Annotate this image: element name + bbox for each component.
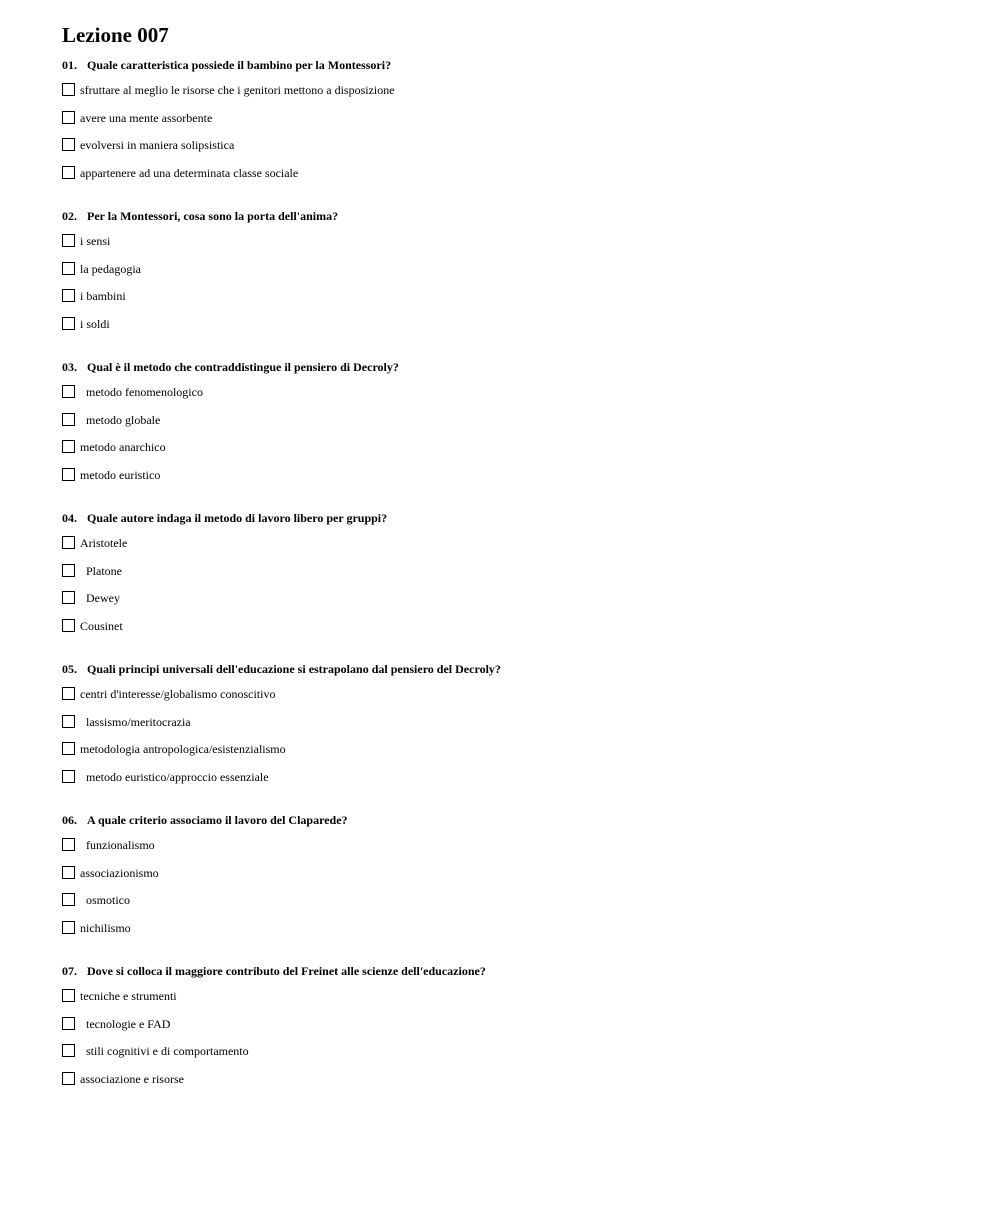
answer-checkbox[interactable]	[62, 111, 75, 124]
answer-checkbox[interactable]	[62, 687, 75, 700]
answer-checkbox[interactable]	[62, 440, 75, 453]
answer-checkbox[interactable]	[62, 893, 75, 906]
answer-option[interactable]	[62, 289, 662, 303]
answer-label: i sensi	[80, 234, 111, 248]
answer-label: Cousinet	[80, 619, 123, 634]
question-label: Per la Montessori, cosa sono la porta dell'anima?	[87, 209, 339, 223]
answer-option[interactable]	[62, 138, 662, 152]
answer-option[interactable]	[62, 234, 662, 248]
question-text	[62, 511, 962, 525]
question-block-7	[62, 964, 962, 1087]
answer-checkbox[interactable]	[62, 1017, 75, 1030]
page-title: Lezione 007	[62, 23, 169, 47]
question-text	[62, 209, 962, 223]
question-number: 06.	[62, 813, 77, 827]
answer-option[interactable]	[62, 166, 662, 180]
answer-checkbox[interactable]	[62, 742, 75, 755]
answer-checkbox[interactable]	[62, 1072, 75, 1085]
answer-option[interactable]	[62, 619, 662, 633]
question-label: Quale autore indaga il metodo di lavoro libero per gruppi?	[87, 511, 388, 525]
answer-checkbox[interactable]	[62, 564, 75, 577]
answer-label: avere una mente assorbente	[80, 110, 213, 125]
answer-label: appartenere ad una determinata classe sociale	[80, 166, 299, 181]
answer-option[interactable]	[62, 893, 662, 907]
answer-checkbox[interactable]	[62, 468, 75, 481]
answer-label: tecniche e strumenti	[80, 989, 177, 1003]
answer-label: evolversi in maniera solipsistica	[80, 138, 235, 153]
question-label: Quali principi universali dell'educazione si estrapolano dal pensiero del Decroly?	[87, 662, 501, 676]
question-number: 02.	[62, 209, 77, 223]
answer-option[interactable]	[62, 1072, 662, 1086]
answer-label: metodo euristico	[80, 468, 161, 483]
answer-checkbox[interactable]	[62, 317, 75, 330]
answer-label: metodologia antropologica/esistenzialismo	[80, 742, 286, 757]
answer-option[interactable]	[62, 468, 662, 482]
answer-checkbox[interactable]	[62, 619, 75, 632]
question-label: Quale caratteristica possiede il bambino per la Montessori?	[87, 58, 392, 72]
answer-checkbox[interactable]	[62, 866, 75, 879]
question-block-1	[62, 58, 962, 181]
quiz-page	[62, 22, 962, 1087]
question-block-2	[62, 209, 962, 332]
answer-option[interactable]	[62, 742, 662, 756]
question-block-4	[62, 511, 962, 634]
answer-label: i soldi	[80, 317, 110, 332]
answer-option[interactable]	[62, 413, 662, 427]
question-text	[62, 662, 962, 676]
answer-option[interactable]	[62, 83, 662, 97]
answer-option[interactable]	[62, 770, 662, 784]
answer-option[interactable]	[62, 989, 662, 1003]
answer-option[interactable]	[62, 687, 662, 701]
answer-option[interactable]	[62, 921, 662, 935]
answer-option[interactable]	[62, 1017, 662, 1031]
answer-label: Platone	[80, 563, 122, 578]
answer-label: Dewey	[80, 591, 120, 606]
answer-option[interactable]	[62, 591, 662, 605]
question-text	[62, 58, 962, 72]
answer-checkbox[interactable]	[62, 838, 75, 851]
answer-label: associazionismo	[80, 865, 159, 880]
question-number: 01.	[62, 58, 77, 72]
answer-checkbox[interactable]	[62, 166, 75, 179]
question-number: 04.	[62, 511, 77, 525]
question-label: A quale criterio associamo il lavoro del Claparede?	[87, 813, 348, 827]
answer-label: metodo anarchico	[80, 440, 166, 455]
answer-label: nichilismo	[80, 921, 131, 936]
answer-label: tecnologie e FAD	[80, 1016, 171, 1031]
question-label: Qual è il metodo che contraddistingue il pensiero di Decroly?	[87, 360, 399, 374]
answer-checkbox[interactable]	[62, 770, 75, 783]
answer-label: i bambini	[80, 289, 126, 304]
answer-label: Aristotele	[80, 536, 128, 550]
question-label: Dove si colloca il maggiore contributo del Freinet alle scienze dell'educazione?	[87, 964, 486, 978]
answer-option[interactable]	[62, 385, 662, 399]
answer-option[interactable]	[62, 262, 662, 276]
answer-checkbox[interactable]	[62, 385, 75, 398]
answer-label: centri d'interesse/globalismo conoscitivo	[80, 687, 276, 701]
question-text	[62, 964, 962, 978]
answer-checkbox[interactable]	[62, 989, 75, 1002]
answer-option[interactable]	[62, 111, 662, 125]
question-number: 07.	[62, 964, 77, 978]
answer-checkbox[interactable]	[62, 921, 75, 934]
answer-label: funzionalismo	[80, 838, 155, 852]
answer-option[interactable]	[62, 536, 662, 550]
answer-label: metodo globale	[80, 412, 161, 427]
answer-checkbox[interactable]	[62, 591, 75, 604]
answer-checkbox[interactable]	[62, 83, 75, 96]
answer-checkbox[interactable]	[62, 536, 75, 549]
answer-checkbox[interactable]	[62, 1044, 75, 1057]
answer-checkbox[interactable]	[62, 262, 75, 275]
answer-option[interactable]	[62, 564, 662, 578]
question-number: 05.	[62, 662, 77, 676]
answer-label: la pedagogia	[80, 261, 141, 276]
answer-option[interactable]	[62, 1044, 662, 1058]
question-number: 03.	[62, 360, 77, 374]
answer-label: sfruttare al meglio le risorse che i genitori mettono a disposizione	[80, 83, 395, 97]
answer-checkbox[interactable]	[62, 234, 75, 247]
answer-option[interactable]	[62, 317, 662, 331]
answer-checkbox[interactable]	[62, 715, 75, 728]
answer-checkbox[interactable]	[62, 413, 75, 426]
answer-label: osmotico	[80, 893, 130, 908]
question-block-3	[62, 360, 962, 483]
answer-label: stili cognitivi e di comportamento	[80, 1044, 249, 1059]
answer-option[interactable]	[62, 838, 662, 852]
answer-label: metodo fenomenologico	[80, 385, 203, 399]
question-block-5	[62, 662, 962, 785]
answer-label: metodo euristico/approccio essenziale	[80, 770, 269, 785]
answer-option[interactable]	[62, 715, 662, 729]
question-text	[62, 813, 962, 827]
question-text	[62, 360, 962, 374]
answer-checkbox[interactable]	[62, 289, 75, 302]
answer-checkbox[interactable]	[62, 138, 75, 151]
question-block-6	[62, 813, 962, 936]
answer-label: lassismo/meritocrazia	[80, 714, 191, 729]
answer-option[interactable]	[62, 866, 662, 880]
answer-label: associazione e risorse	[80, 1072, 184, 1087]
answer-option[interactable]	[62, 440, 662, 454]
